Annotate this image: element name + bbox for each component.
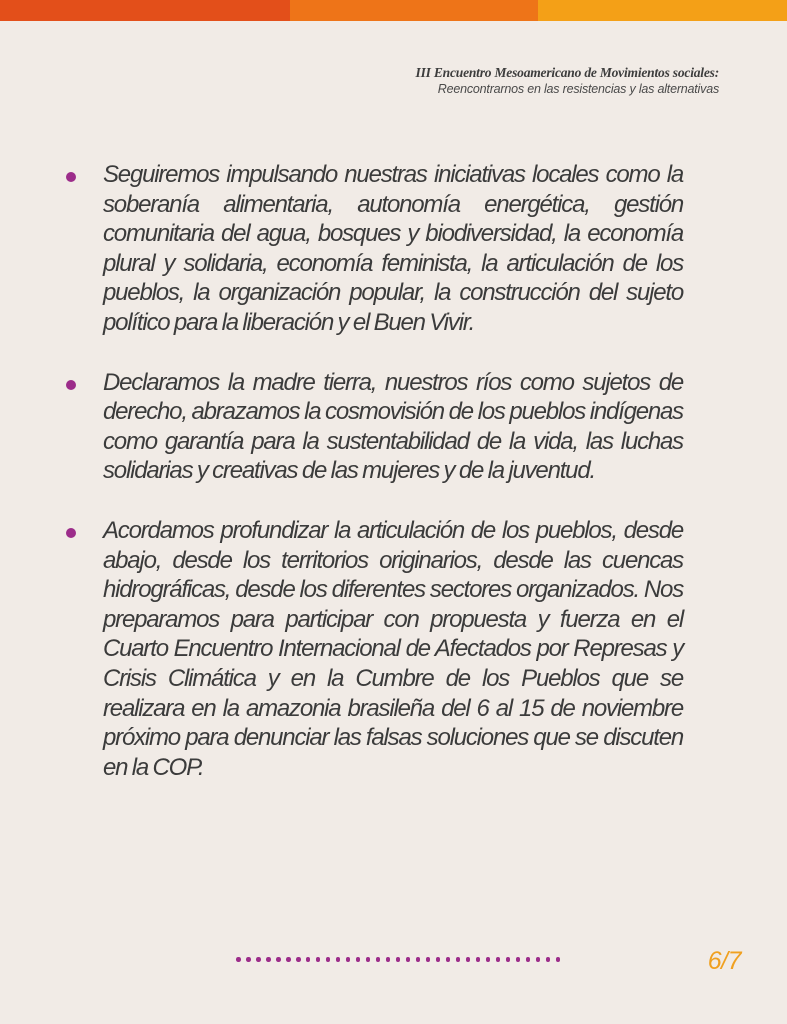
divider-dot (286, 957, 291, 962)
divider-dot (496, 957, 501, 962)
divider-dot (486, 957, 491, 962)
divider-dot (336, 957, 341, 962)
bullet-item (103, 368, 683, 486)
divider-dot (356, 957, 361, 962)
divider-dot (536, 957, 541, 962)
bullet-item (103, 516, 683, 782)
header-subtitle: Reencontrarnos en las resistencias y las alternativas (437, 82, 719, 96)
divider-dot (296, 957, 301, 962)
bullet-text: Declaramos la madre tierra, nuestros ríos como sujetos de derecho, abrazamos la cosmovisión de los pueblos indígenas como garantía para la sustentabilidad de la vida, las luchas solidarias y creativas de las mujeres y de la juventud. (103, 368, 683, 485)
divider-dot (546, 957, 551, 962)
divider-dot (376, 957, 381, 962)
divider-dot (316, 957, 321, 962)
bullet-dot-icon (66, 380, 76, 390)
divider-dot (256, 957, 261, 962)
dotted-divider (236, 957, 560, 962)
divider-dot (266, 957, 271, 962)
divider-dot (306, 957, 311, 962)
bullet-list (103, 160, 683, 812)
divider-dot (476, 957, 481, 962)
divider-dot (416, 957, 421, 962)
divider-dot (516, 957, 521, 962)
top-bar-red-segment (0, 0, 290, 21)
divider-dot (276, 957, 281, 962)
divider-dot (466, 957, 471, 962)
divider-dot (526, 957, 531, 962)
divider-dot (456, 957, 461, 962)
divider-dot (246, 957, 251, 962)
divider-dot (346, 957, 351, 962)
divider-dot (366, 957, 371, 962)
page-number: 6/7 (707, 947, 741, 975)
top-color-bar (0, 0, 787, 21)
divider-dot (326, 957, 331, 962)
bullet-text: Acordamos profundizar la articulación de los pueblos, desde abajo, desde los territorios originarios, desde las cuencas hidrográficas, desde los diferentes sectores organizados. Nos preparamos para participar con propuesta y fuerza en el Cuarto Encuentro Internacional de Afectados por Represas y Crisis Climática y en la Cumbre de los Pueblos que se realizara en la amazonia brasileña del 6 al 15 de noviembre próximo para denunciar las falsas soluciones que se discuten en la COP. (103, 516, 683, 781)
top-bar-yellow-segment (538, 0, 787, 21)
divider-dot (406, 957, 411, 962)
bullet-text: Seguiremos impulsando nuestras iniciativas locales como la soberanía alimentaria, autonomía energética, gestión comunitaria del agua, bosques y biodiversidad, la economía plural y solidaria, economía feminista, la articulación de los pueblos, la organización popular, la construcción del sujeto político para la liberación y el Buen Vivir. (103, 161, 683, 336)
bullet-dot-icon (66, 528, 76, 538)
divider-dot (236, 957, 241, 962)
divider-dot (436, 957, 441, 962)
divider-dot (506, 957, 511, 962)
divider-dot (386, 957, 391, 962)
divider-dot (556, 957, 561, 962)
divider-dot (446, 957, 451, 962)
header-title: III Encuentro Mesoamericano de Movimientos sociales: (415, 65, 719, 80)
bullet-item (103, 160, 683, 338)
bullet-dot-icon (66, 172, 76, 182)
divider-dot (426, 957, 431, 962)
document-header (416, 64, 719, 98)
divider-dot (396, 957, 401, 962)
top-bar-orange-segment (290, 0, 538, 21)
